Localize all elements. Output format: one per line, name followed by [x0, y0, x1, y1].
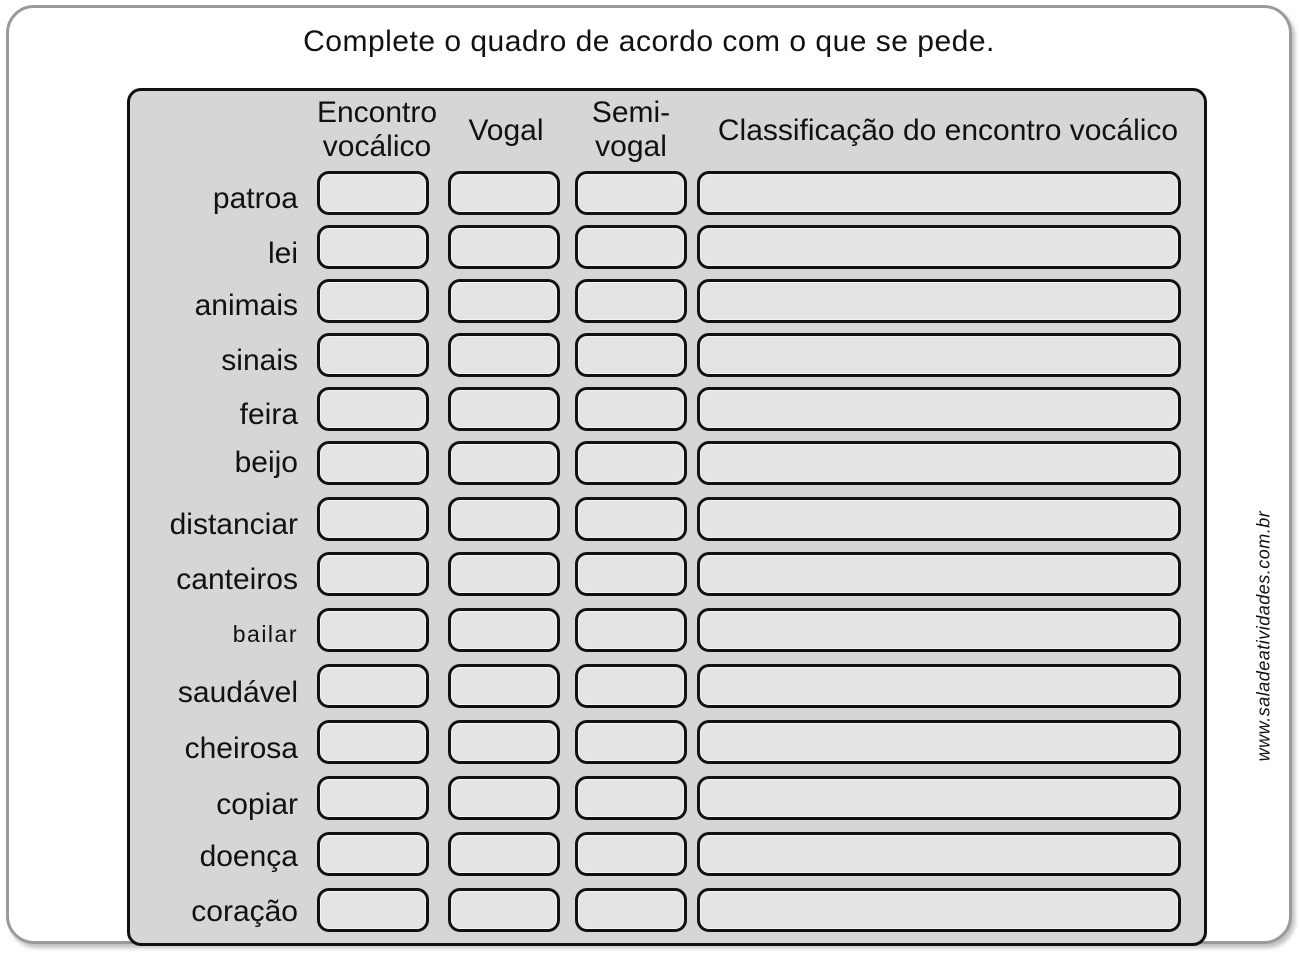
classificacao-box[interactable]	[697, 225, 1181, 269]
semivogal-box[interactable]	[575, 225, 687, 269]
vogal-box[interactable]	[448, 832, 560, 876]
classificacao-box[interactable]	[697, 664, 1181, 708]
semivogal-box[interactable]	[575, 664, 687, 708]
encontro-vocalico-box[interactable]	[317, 333, 429, 377]
vogal-box[interactable]	[448, 720, 560, 764]
word-label: bailar	[232, 621, 298, 647]
word-label: copiar	[216, 788, 298, 821]
vogal-box[interactable]	[448, 552, 560, 596]
classificacao-box[interactable]	[697, 608, 1181, 652]
vogal-box[interactable]	[448, 441, 560, 485]
vogal-box[interactable]	[448, 888, 560, 932]
vogal-box[interactable]	[448, 387, 560, 431]
word-label: animais	[194, 289, 298, 322]
encontro-vocalico-box[interactable]	[317, 888, 429, 932]
header-encontro-line2: vocálico	[322, 130, 432, 163]
header-classificacao: Classificação do encontro vocálico	[717, 114, 1179, 147]
encontro-vocalico-box[interactable]	[317, 279, 429, 323]
header-semivogal	[576, 96, 686, 164]
word-label: lei	[267, 237, 298, 270]
semivogal-box[interactable]	[575, 441, 687, 485]
classificacao-box[interactable]	[697, 279, 1181, 323]
vogal-box[interactable]	[448, 279, 560, 323]
semivogal-box[interactable]	[575, 387, 687, 431]
word-label: beijo	[234, 446, 298, 479]
vogal-box[interactable]	[448, 497, 560, 541]
encontro-vocalico-box[interactable]	[317, 387, 429, 431]
word-label: saudável	[177, 676, 298, 709]
classificacao-box[interactable]	[697, 441, 1181, 485]
semivogal-box[interactable]	[575, 608, 687, 652]
word-label: distanciar	[169, 508, 298, 541]
semivogal-box[interactable]	[575, 497, 687, 541]
encontro-vocalico-box[interactable]	[317, 171, 429, 215]
encontro-vocalico-box[interactable]	[317, 608, 429, 652]
vogal-box[interactable]	[448, 225, 560, 269]
instruction-text: Complete o quadro de acordo com o que se pede.	[303, 25, 995, 58]
word-label: coração	[191, 895, 298, 928]
header-encontro-line1: Encontro	[316, 96, 438, 129]
word-label: patroa	[212, 182, 298, 215]
semivogal-box[interactable]	[575, 279, 687, 323]
encontro-vocalico-box[interactable]	[317, 776, 429, 820]
semivogal-box[interactable]	[575, 776, 687, 820]
word-label: doença	[199, 840, 298, 873]
semivogal-box[interactable]	[575, 720, 687, 764]
worksheet-frame	[6, 5, 1292, 944]
semivogal-box[interactable]	[575, 333, 687, 377]
encontro-vocalico-box[interactable]	[317, 497, 429, 541]
exercise-panel	[127, 88, 1207, 946]
encontro-vocalico-box[interactable]	[317, 552, 429, 596]
word-label: canteiros	[176, 563, 298, 596]
word-label: sinais	[221, 344, 298, 377]
semivogal-box[interactable]	[575, 888, 687, 932]
encontro-vocalico-box[interactable]	[317, 664, 429, 708]
word-label: cheirosa	[184, 732, 298, 765]
classificacao-box[interactable]	[697, 387, 1181, 431]
classificacao-box[interactable]	[697, 171, 1181, 215]
semivogal-box[interactable]	[575, 171, 687, 215]
classificacao-box[interactable]	[697, 552, 1181, 596]
watermark-url: www.saladeatividades.com.br	[1253, 510, 1274, 762]
semivogal-box[interactable]	[575, 552, 687, 596]
encontro-vocalico-box[interactable]	[317, 832, 429, 876]
classificacao-box[interactable]	[697, 497, 1181, 541]
classificacao-box[interactable]	[697, 333, 1181, 377]
header-semi-line2: vogal	[595, 130, 667, 163]
classificacao-box[interactable]	[697, 832, 1181, 876]
encontro-vocalico-box[interactable]	[317, 441, 429, 485]
encontro-vocalico-box[interactable]	[317, 720, 429, 764]
encontro-vocalico-box[interactable]	[317, 225, 429, 269]
semivogal-box[interactable]	[575, 832, 687, 876]
header-encontro-vocalico	[307, 96, 447, 164]
vogal-box[interactable]	[448, 608, 560, 652]
classificacao-box[interactable]	[697, 720, 1181, 764]
vogal-box[interactable]	[448, 333, 560, 377]
vogal-box[interactable]	[448, 171, 560, 215]
word-label: feira	[239, 398, 298, 431]
classificacao-box[interactable]	[697, 888, 1181, 932]
vogal-box[interactable]	[448, 776, 560, 820]
vogal-box[interactable]	[448, 664, 560, 708]
header-semi-line1: Semi-	[591, 96, 671, 129]
classificacao-box[interactable]	[697, 776, 1181, 820]
header-vogal: Vogal	[468, 114, 544, 147]
